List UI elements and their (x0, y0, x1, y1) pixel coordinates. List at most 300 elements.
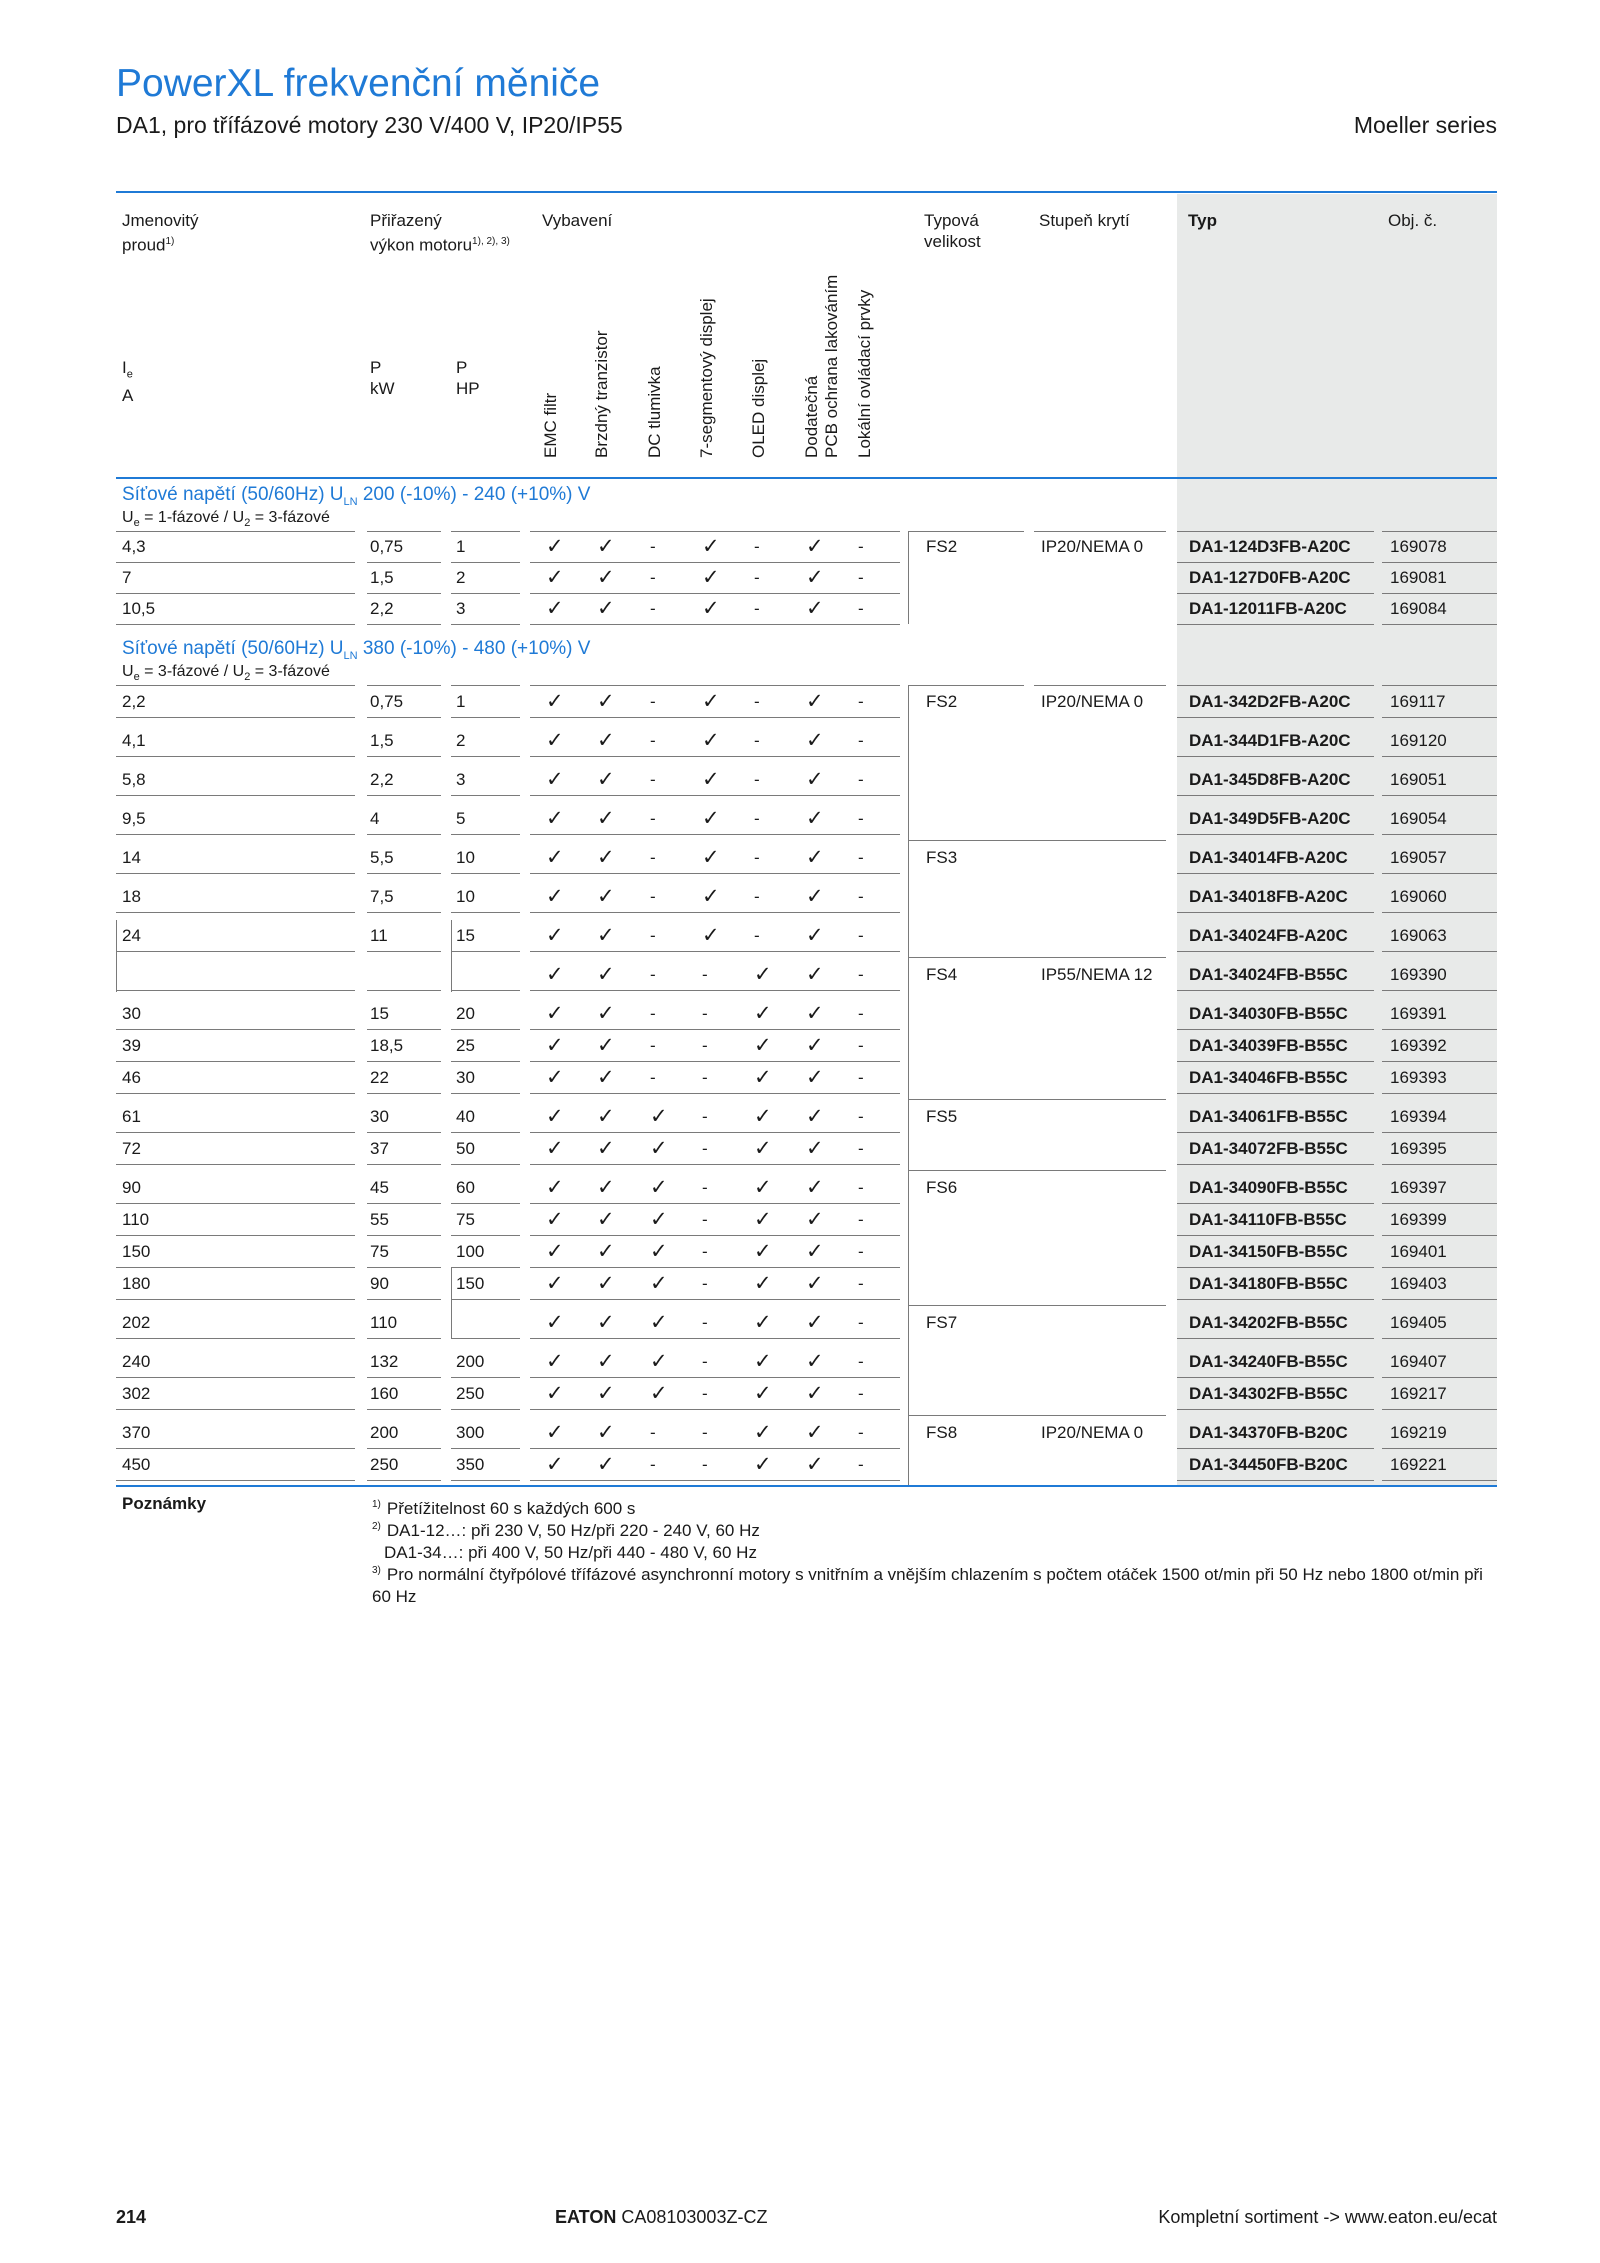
table-row (116, 593, 1497, 624)
check-icon: ✓ (806, 924, 824, 947)
section-subtitle-part: = 1-fázové / U (139, 509, 245, 526)
notes-label: Poznámky (122, 1494, 207, 1513)
check-icon: ✓ (546, 1002, 564, 1025)
row-divider (451, 834, 520, 835)
section-title-rest: 200 (-10%) - 240 (+10%) V (357, 484, 591, 505)
power-hp-cell: 40 (456, 1107, 475, 1126)
feature-dc-choke: DC tlumivka (645, 366, 664, 458)
dash-mark: - (650, 770, 656, 789)
check-icon: ✓ (597, 807, 615, 830)
current-cell: 2,2 (122, 692, 146, 711)
power-kw-cell: 4 (370, 809, 380, 828)
dash-mark: - (858, 1068, 864, 1087)
col-header-frame-line2: velikost (924, 232, 981, 251)
check-icon: ✓ (546, 566, 564, 589)
check-icon: ✓ (650, 1350, 668, 1373)
section-title (122, 484, 590, 508)
dash-mark: - (858, 1036, 864, 1055)
protection-cell: IP20/NEMA 0 (1041, 537, 1144, 556)
col-header-power (370, 210, 510, 256)
dash-mark: - (858, 1139, 864, 1158)
check-icon: ✓ (597, 566, 615, 589)
dash-mark: - (702, 1455, 708, 1474)
check-icon: ✓ (546, 690, 564, 713)
section-title-rest: 380 (-10%) - 480 (+10%) V (357, 638, 591, 659)
dash-mark: - (650, 1455, 656, 1474)
check-icon: ✓ (597, 729, 615, 752)
row-divider (367, 756, 441, 757)
section-divider (908, 531, 1024, 532)
check-icon: ✓ (597, 963, 615, 986)
col-header-equipment: Vybavení (542, 211, 613, 230)
table-row (116, 1268, 1497, 1299)
row-divider (1177, 1093, 1374, 1094)
dash-mark: - (858, 568, 864, 587)
row-divider (451, 1093, 520, 1094)
section-title-sub: LN (343, 649, 358, 662)
unit-ie-unit: A (122, 386, 134, 406)
power-hp-cell: 10 (456, 848, 475, 867)
row-divider (1382, 717, 1497, 718)
check-icon: ✓ (806, 1382, 824, 1405)
check-icon: ✓ (806, 963, 824, 986)
power-hp-cell: 250 (456, 1384, 485, 1403)
frame-size-cell: FS5 (926, 1107, 958, 1126)
power-hp-cell: 2 (456, 568, 466, 587)
check-icon: ✓ (650, 1272, 668, 1295)
row-divider (451, 717, 520, 718)
row-divider (116, 873, 355, 874)
power-hp-cell: 300 (456, 1423, 485, 1442)
protection-cell: IP55/NEMA 12 (1041, 965, 1153, 984)
feature-7seg-display: 7-segmentový displej (697, 298, 716, 458)
section-divider (908, 685, 1024, 686)
row-divider (367, 1164, 441, 1165)
order-number-cell: 169054 (1390, 809, 1447, 828)
row-divider (530, 756, 900, 757)
row-divider (1382, 1299, 1497, 1300)
current-cell: 180 (122, 1274, 151, 1293)
check-icon: ✓ (754, 1240, 772, 1263)
dash-mark: - (754, 848, 760, 867)
dash-mark: - (858, 1423, 864, 1442)
note-ref: 1), 2), 3) (472, 236, 510, 247)
unit-ie-symbol: I (122, 358, 127, 377)
check-icon: ✓ (702, 885, 720, 908)
frame-size-cell: FS2 (926, 692, 958, 711)
row-divider (116, 1338, 355, 1339)
section-divider (1177, 685, 1374, 686)
check-icon: ✓ (546, 1311, 564, 1334)
type-cell: DA1-34046FB-B55C (1189, 1068, 1348, 1087)
row-divider (1382, 756, 1497, 757)
row-divider (367, 717, 441, 718)
order-number-cell: 169394 (1390, 1107, 1447, 1126)
table-row (116, 1133, 1497, 1164)
row-divider (1177, 990, 1374, 991)
power-hp-cell: 350 (456, 1455, 485, 1474)
order-number-cell: 169081 (1390, 568, 1447, 587)
section-title (122, 638, 590, 662)
check-icon: ✓ (546, 1208, 564, 1231)
row-divider (367, 1409, 441, 1410)
check-icon: ✓ (597, 597, 615, 620)
row-divider (451, 912, 520, 913)
row-divider (530, 1093, 900, 1094)
check-icon: ✓ (754, 1350, 772, 1373)
current-cell: 4,1 (122, 731, 146, 750)
column-divider (451, 1268, 452, 1338)
dash-mark: - (858, 1210, 864, 1229)
type-cell: DA1-342D2FB-A20C (1189, 692, 1351, 711)
dash-mark: - (858, 1242, 864, 1261)
dash-mark: - (702, 1107, 708, 1126)
table-row (116, 881, 1497, 912)
check-icon: ✓ (546, 924, 564, 947)
check-icon: ✓ (597, 1453, 615, 1476)
check-icon: ✓ (806, 1272, 824, 1295)
col-header-power-line1: Přiřazený (370, 211, 442, 230)
dash-mark: - (702, 1313, 708, 1332)
current-cell: 5,8 (122, 770, 146, 789)
dash-mark: - (754, 537, 760, 556)
check-icon: ✓ (806, 597, 824, 620)
footer-doc (555, 2207, 767, 2228)
section-subtitle-part: 2 (244, 517, 251, 530)
type-cell: DA1-34150FB-B55C (1189, 1242, 1348, 1261)
header-bottom-rule (116, 477, 1497, 479)
current-cell: 30 (122, 1004, 141, 1023)
order-number-cell: 169060 (1390, 887, 1447, 906)
frame-divider (908, 1170, 1166, 1171)
section-subtitle-part: = 3-fázové / U (139, 663, 245, 680)
check-icon: ✓ (546, 885, 564, 908)
current-cell: 39 (122, 1036, 141, 1055)
section-subtitle-part: U (122, 509, 134, 526)
section-divider (1034, 531, 1166, 532)
col-header-frame-size (924, 210, 981, 252)
check-icon: ✓ (597, 885, 615, 908)
row-divider (451, 873, 520, 874)
dash-mark: - (858, 1274, 864, 1293)
row-divider (530, 1164, 900, 1165)
check-icon: ✓ (754, 1176, 772, 1199)
protection-cell: IP20/NEMA 0 (1041, 1423, 1144, 1442)
row-divider (116, 717, 355, 718)
type-cell: DA1-344D1FB-A20C (1189, 731, 1351, 750)
row-divider (116, 1299, 355, 1300)
power-kw-cell: 5,5 (370, 848, 394, 867)
check-icon: ✓ (806, 1034, 824, 1057)
dash-mark: - (650, 731, 656, 750)
order-number-cell: 169393 (1390, 1068, 1447, 1087)
dash-mark: - (650, 692, 656, 711)
table-row (116, 531, 1497, 562)
dash-mark: - (754, 599, 760, 618)
col-header-current-line2: proud (122, 235, 166, 255)
row-divider (116, 1093, 355, 1094)
row-divider (1382, 1409, 1497, 1410)
footnote-text: DA1-34…: při 400 V, 50 Hz/při 440 - 480 V, 60 Hz (384, 1542, 757, 1562)
check-icon: ✓ (597, 1208, 615, 1231)
check-icon: ✓ (806, 1176, 824, 1199)
table-row (116, 1236, 1497, 1267)
row-divider (1382, 795, 1497, 796)
dash-mark: - (702, 1139, 708, 1158)
dash-mark: - (858, 926, 864, 945)
power-kw-cell: 132 (370, 1352, 399, 1371)
footnote-mark: 3) (372, 1565, 381, 1576)
power-kw-cell: 75 (370, 1242, 389, 1261)
col-header-type: Typ (1188, 211, 1217, 230)
column-divider (116, 920, 117, 992)
section-divider (530, 531, 900, 532)
row-divider (367, 1299, 441, 1300)
section-divider (1177, 531, 1374, 532)
table-top-rule (116, 191, 1497, 193)
check-icon: ✓ (546, 1350, 564, 1373)
check-icon: ✓ (650, 1311, 668, 1334)
row-divider (530, 624, 900, 625)
check-icon: ✓ (702, 846, 720, 869)
power-kw-cell: 0,75 (370, 692, 404, 711)
row-divider (1382, 834, 1497, 835)
check-icon: ✓ (754, 1311, 772, 1334)
unit-hp-symbol: P (456, 358, 468, 377)
dash-mark: - (650, 809, 656, 828)
check-icon: ✓ (650, 1208, 668, 1231)
row-divider (1177, 873, 1374, 874)
row-divider (1177, 912, 1374, 913)
check-icon: ✓ (650, 1382, 668, 1405)
type-cell: DA1-34024FB-A20C (1189, 926, 1348, 945)
check-icon: ✓ (597, 924, 615, 947)
check-icon: ✓ (806, 1453, 824, 1476)
dash-mark: - (650, 887, 656, 906)
footnote-text: DA1-12…: při 230 V, 50 Hz/při 220 - 240 V, 60 Hz (386, 1520, 760, 1540)
power-hp-cell: 30 (456, 1068, 475, 1087)
frame-size-cell: FS7 (926, 1313, 958, 1332)
power-hp-cell: 25 (456, 1036, 475, 1055)
row-divider (451, 1299, 520, 1300)
power-kw-cell: 250 (370, 1455, 399, 1474)
page-subtitle: DA1, pro třífázové motory 230 V/400 V, IP20/IP55 (116, 112, 623, 138)
frame-divider (908, 1099, 1166, 1100)
order-number-cell: 169084 (1390, 599, 1447, 618)
check-icon: ✓ (702, 566, 720, 589)
unit-hp (456, 357, 480, 399)
footnote-mark: 1) (372, 1499, 381, 1510)
type-cell: DA1-34090FB-B55C (1189, 1178, 1348, 1197)
power-hp-cell: 75 (456, 1210, 475, 1229)
power-kw-cell: 18,5 (370, 1036, 404, 1055)
protection-cell: IP20/NEMA 0 (1041, 692, 1144, 711)
check-icon: ✓ (546, 597, 564, 620)
unit-kw (370, 357, 395, 399)
type-cell: DA1-34018FB-A20C (1189, 887, 1348, 906)
row-divider (116, 795, 355, 796)
dash-mark: - (858, 887, 864, 906)
dash-mark: - (702, 1178, 708, 1197)
order-number-cell: 169395 (1390, 1139, 1447, 1158)
check-icon: ✓ (546, 1137, 564, 1160)
dash-mark: - (858, 692, 864, 711)
dash-mark: - (702, 1068, 708, 1087)
section-subtitle-part: = 3-fázové (250, 509, 330, 526)
row-divider (116, 1164, 355, 1165)
frame-divider (908, 1415, 1166, 1416)
row-divider (451, 951, 520, 952)
check-icon: ✓ (806, 1240, 824, 1263)
power-hp-cell: 10 (456, 887, 475, 906)
series-label: Moeller series (1353, 112, 1497, 138)
dash-mark: - (858, 1455, 864, 1474)
order-number-cell: 169392 (1390, 1036, 1447, 1055)
power-hp-cell: 150 (456, 1274, 485, 1293)
check-icon: ✓ (597, 768, 615, 791)
row-divider (367, 795, 441, 796)
power-kw-cell: 15 (370, 1004, 389, 1023)
footnote (372, 1560, 1502, 1608)
frame-divider (908, 957, 1166, 958)
row-divider (530, 795, 900, 796)
dash-mark: - (702, 965, 708, 984)
row-divider (1382, 912, 1497, 913)
row-divider (1177, 1299, 1374, 1300)
current-cell: 24 (122, 926, 141, 945)
check-icon: ✓ (806, 566, 824, 589)
check-icon: ✓ (597, 1105, 615, 1128)
table-row (116, 686, 1497, 717)
order-number-cell: 169405 (1390, 1313, 1447, 1332)
check-icon: ✓ (597, 1137, 615, 1160)
check-icon: ✓ (546, 1105, 564, 1128)
check-icon: ✓ (702, 807, 720, 830)
row-divider (451, 624, 520, 625)
current-cell: 110 (122, 1210, 150, 1229)
row-divider (1382, 624, 1497, 625)
current-cell: 7 (122, 568, 132, 587)
row-divider (1177, 951, 1374, 952)
row-divider (451, 795, 520, 796)
row-divider (367, 1093, 441, 1094)
check-icon: ✓ (754, 1002, 772, 1025)
footer-link[interactable]: Kompletní sortiment -> www.eaton.eu/ecat (1158, 2207, 1497, 2227)
row-divider (116, 834, 355, 835)
check-icon: ✓ (597, 690, 615, 713)
section-divider (367, 531, 441, 532)
col-header-current-line1: Jmenovitý (122, 211, 199, 230)
dash-mark: - (650, 1423, 656, 1442)
row-divider (1382, 1338, 1497, 1339)
check-icon: ✓ (754, 963, 772, 986)
dash-mark: - (858, 1352, 864, 1371)
row-divider (1382, 1480, 1497, 1481)
order-number-cell: 169117 (1390, 692, 1446, 711)
table-row (116, 1030, 1497, 1061)
row-divider (451, 1409, 520, 1410)
section-divider (116, 685, 355, 686)
power-hp-cell: 1 (456, 692, 466, 711)
order-number-cell: 169051 (1390, 770, 1447, 789)
row-divider (1382, 1164, 1497, 1165)
power-kw-cell: 1,5 (370, 568, 394, 587)
type-cell: DA1-34072FB-B55C (1189, 1139, 1348, 1158)
row-divider (367, 1338, 441, 1339)
footer-doc-number: CA08103003Z-CZ (621, 2207, 768, 2227)
order-number-cell: 169221 (1390, 1455, 1447, 1474)
frame-divider (908, 1305, 1166, 1306)
dash-mark: - (702, 1352, 708, 1371)
check-icon: ✓ (702, 768, 720, 791)
order-number-cell: 169063 (1390, 926, 1447, 945)
dash-mark: - (754, 887, 760, 906)
feature-local-controls: Lokální ovládací prvky (855, 289, 874, 458)
section-subtitle-part: U (122, 663, 134, 680)
current-cell: 150 (122, 1242, 151, 1261)
row-divider (451, 1164, 520, 1165)
dash-mark: - (858, 1107, 864, 1126)
power-hp-cell: 2 (456, 731, 466, 750)
section-divider (1382, 685, 1497, 686)
row-divider (530, 1338, 900, 1339)
dash-mark: - (650, 537, 656, 556)
order-number-cell: 169078 (1390, 537, 1447, 556)
row-divider (116, 912, 355, 913)
dash-mark: - (754, 692, 760, 711)
power-kw-cell: 30 (370, 1107, 389, 1126)
dash-mark: - (754, 731, 760, 750)
table-bottom-rule (116, 1485, 1497, 1487)
feature-oled-display: OLED displej (749, 358, 768, 458)
check-icon: ✓ (597, 1176, 615, 1199)
power-hp-cell: 5 (456, 809, 466, 828)
type-cell: DA1-34061FB-B55C (1189, 1107, 1348, 1126)
dash-mark: - (858, 848, 864, 867)
check-icon: ✓ (546, 846, 564, 869)
row-divider (1177, 834, 1374, 835)
row-divider (451, 990, 520, 991)
row-divider (1177, 1480, 1374, 1481)
check-icon: ✓ (806, 1002, 824, 1025)
dash-mark: - (754, 770, 760, 789)
row-divider (116, 951, 355, 952)
row-divider (530, 717, 900, 718)
current-cell: 18 (122, 887, 141, 906)
power-kw-cell: 110 (370, 1313, 398, 1332)
dash-mark: - (754, 809, 760, 828)
power-hp-cell: 200 (456, 1352, 485, 1371)
dash-mark: - (858, 1178, 864, 1197)
row-divider (1177, 624, 1374, 625)
unit-hp-unit: HP (456, 379, 480, 398)
table-row (116, 920, 1497, 951)
footnote-text: Přetížitelnost 60 s každých 600 s (386, 1498, 636, 1518)
row-divider (116, 756, 355, 757)
dash-mark: - (702, 1384, 708, 1403)
dash-mark: - (650, 1036, 656, 1055)
check-icon: ✓ (754, 1421, 772, 1444)
check-icon: ✓ (597, 1034, 615, 1057)
check-icon: ✓ (546, 768, 564, 791)
page-number: 214 (116, 2207, 147, 2227)
row-divider (530, 912, 900, 913)
order-number-cell: 169120 (1390, 731, 1447, 750)
dash-mark: - (650, 599, 656, 618)
type-cell: DA1-34110FB-B55C (1189, 1210, 1347, 1229)
dash-mark: - (650, 848, 656, 867)
power-hp-cell: 3 (456, 770, 466, 789)
